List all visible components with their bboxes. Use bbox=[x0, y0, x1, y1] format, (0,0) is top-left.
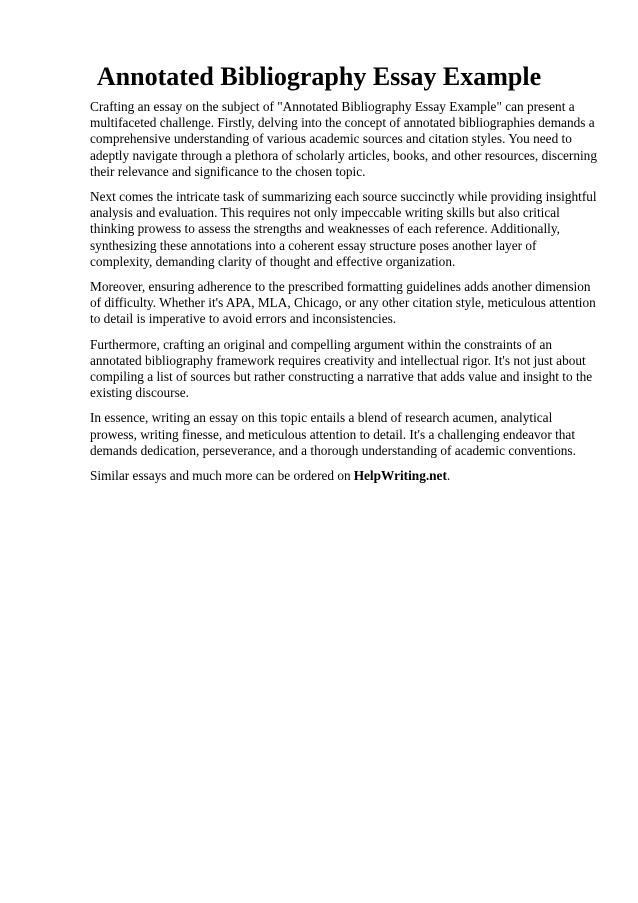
paragraph: Next comes the intricate task of summarizing each source succinctly while providing insightful analysis and evaluation. This requires not only impeccable writing skills but also critical thinking prowess to assess the strengths and weaknesses of each reference. Additionally, synthesizing these annotations into a coherent essay structure poses another layer of complexity, demanding clarity of thought and effective organization. bbox=[90, 189, 597, 269]
paragraph: In essence, writing an essay on this topic entails a blend of research acumen, analytical prowess, writing finesse, and meticulous attention to detail. It's a challenging endeavor that demands dedication, perseverance, and a thorough understanding of academic conventions. bbox=[90, 410, 576, 458]
footer-suffix: . bbox=[446, 468, 451, 484]
order-footer bbox=[90, 468, 600, 484]
paragraph: Moreover, ensuring adherence to the prescribed formatting guidelines adds another dimension of difficulty. Whether it's APA, MLA, Chicago, or any other citation style, meticulous attention to detail is imperative to avoid errors and inconsistencies. bbox=[90, 279, 596, 327]
document-title: Annotated Bibliography Essay Example bbox=[96, 62, 542, 91]
footer-prefix: Similar essays and much more can be ordered on bbox=[90, 468, 351, 484]
paragraph: Furthermore, crafting an original and compelling argument within the constraints of an annotated bibliography framework requires creativity and intellectual rigor. It's not just about compiling a list of sources but rather constructing a narrative that adds value and insight to the existing discourse. bbox=[90, 336, 593, 401]
document-body bbox=[90, 99, 600, 484]
helpwriting-link[interactable]: HelpWriting.net bbox=[353, 468, 447, 484]
paragraph: Crafting an essay on the subject of "Annotated Bibliography Essay Example" can present a multifaceted challenge. Firstly, delving into the concept of annotated bibliographies demands a comprehensive understanding of various academic sources and citation styles. You need to adeptly navigate through a plethora of scholarly articles, books, and other resources, discerning their relevance and significance to the chosen topic. bbox=[90, 99, 597, 179]
